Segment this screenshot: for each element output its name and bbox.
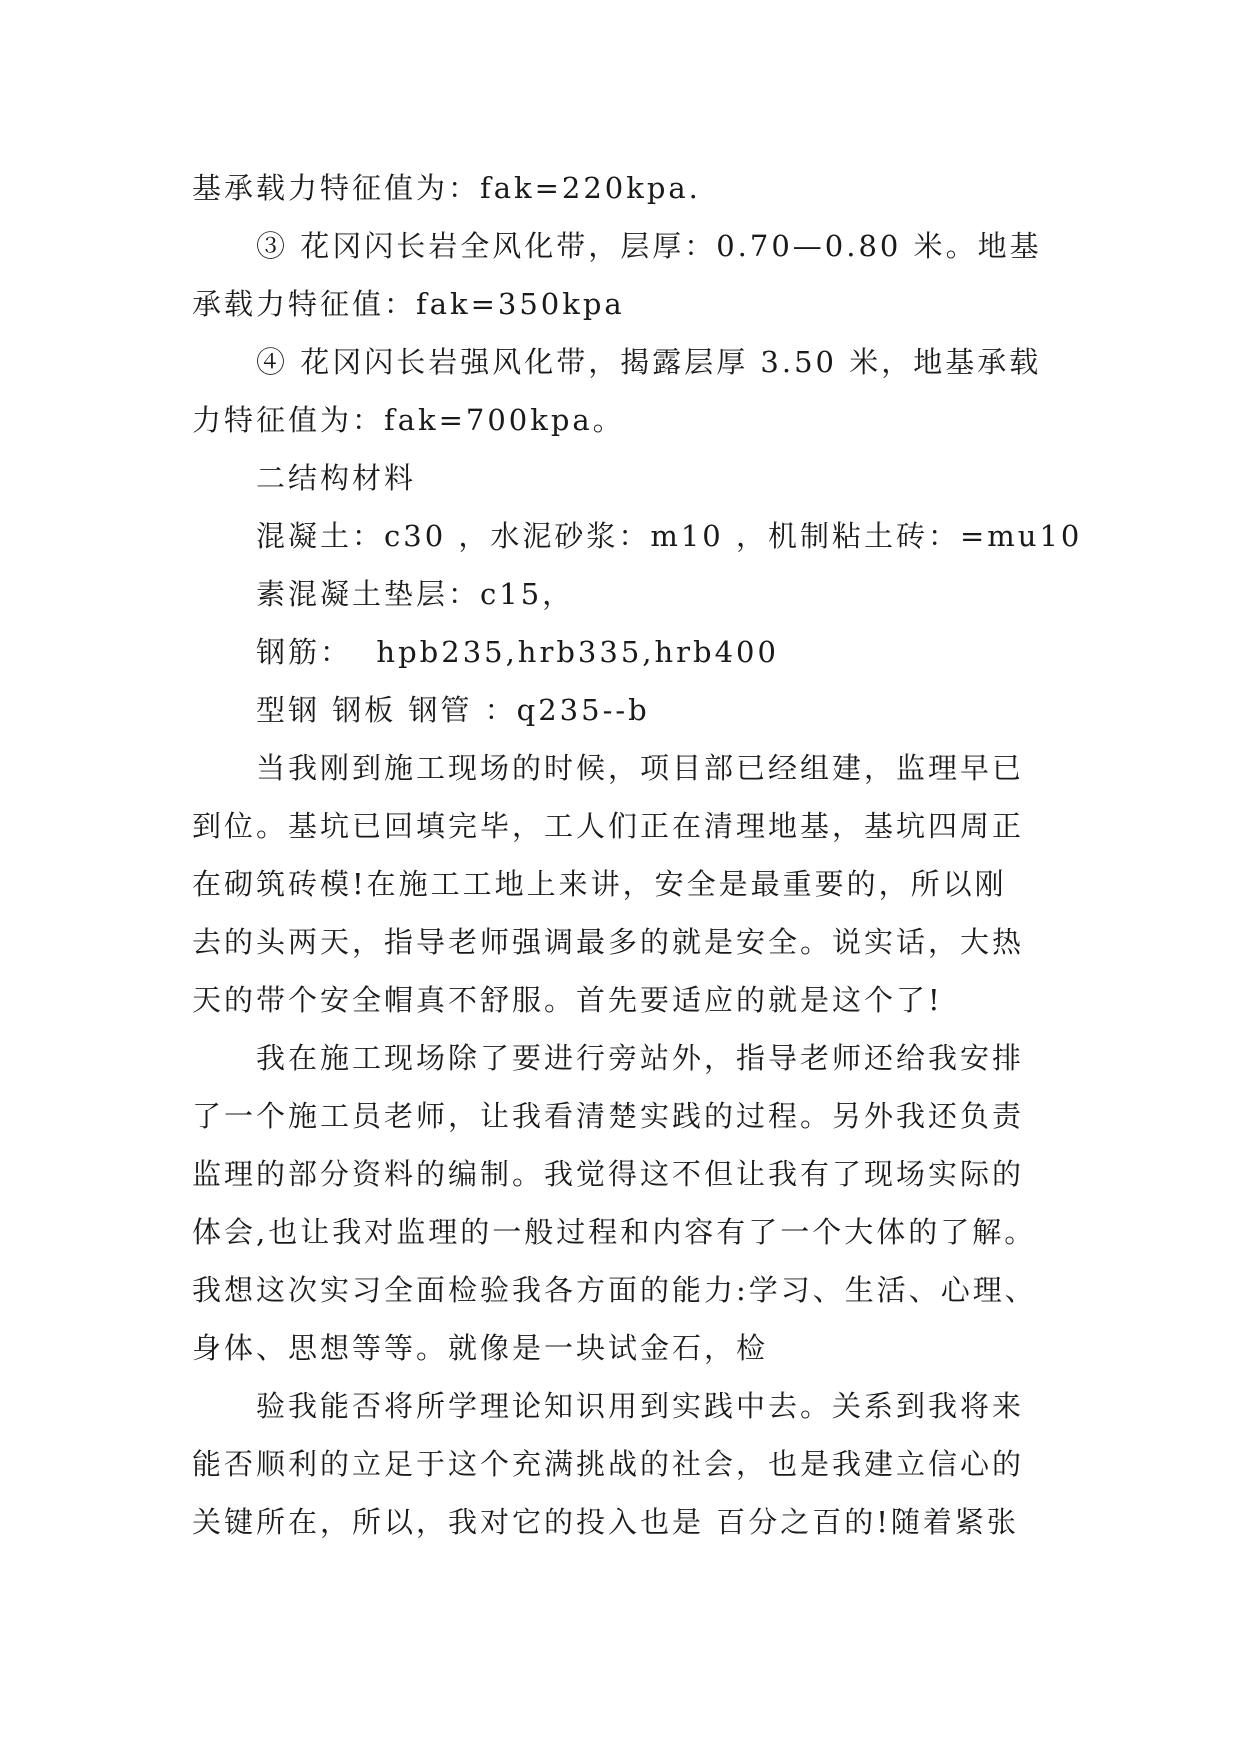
text-line-9: 钢筋： hpb235,hrb335,hrb400 <box>256 635 779 669</box>
text-line-10: 型钢 钢板 钢管 ：q235--b <box>256 693 650 727</box>
text-line-20: 我想这次实习全面检验我各方面的能力:学习、生活、心理、 <box>192 1273 1037 1307</box>
text-line-21: 身体、思想等等。就像是一块试金石，检 <box>192 1331 769 1365</box>
text-line-3: 承载力特征值：fak=350kpa <box>192 287 625 321</box>
text-line-2: ③ 花冈闪长岩全风化带，层厚：0.70—0.80 米。地基 <box>256 229 1042 263</box>
text-line-16: 我在施工现场除了要进行旁站外，指导老师还给我安排 <box>256 1041 1025 1075</box>
text-line-24: 关键所在，所以，我对它的投入也是 百分之百的!随着紧张 <box>192 1505 1019 1539</box>
text-line-23: 能否顺利的立足于这个充满挑战的社会，也是我建立信心的 <box>192 1447 1025 1481</box>
text-line-11: 当我刚到施工现场的时候，项目部已经组建，监理早已 <box>256 751 1025 785</box>
text-line-8: 素混凝土垫层：c15， <box>256 577 575 611</box>
text-line-15: 天的带个安全帽真不舒服。首先要适应的就是这个了! <box>192 983 943 1017</box>
text-line-12: 到位。基坑已回填完毕，工人们正在清理地基，基坑四周正 <box>192 809 1025 843</box>
text-line-13: 在砌筑砖模!在施工工地上来讲，安全是最重要的，所以刚 <box>192 867 1007 901</box>
text-line-14: 去的头两天，指导老师强调最多的就是安全。说实话，大热 <box>192 925 1025 959</box>
section-heading: 二结构材料 <box>256 461 417 495</box>
text-line-1: 基承载力特征值为：fak=220kpa. <box>192 171 701 205</box>
text-line-5: 力特征值为：fak=700kpa。 <box>192 403 625 437</box>
text-line-7: 混凝土：c30 ，水泥砂浆：m10 ，机制粘土砖：=mu10 <box>256 519 1083 553</box>
text-line-4: ④ 花冈闪长岩强风化带，揭露层厚 3.50 米，地基承载 <box>256 345 1042 379</box>
text-line-22: 验我能否将所学理论知识用到实践中去。关系到我将来 <box>256 1389 1025 1423</box>
text-line-19: 体会,也让我对监理的一般过程和内容有了一个大体的了解。 <box>192 1215 1037 1249</box>
text-line-17: 了一个施工员老师，让我看清楚实践的过程。另外我还负责 <box>192 1099 1025 1133</box>
text-line-18: 监理的部分资料的编制。我觉得这不但让我有了现场实际的 <box>192 1157 1025 1191</box>
